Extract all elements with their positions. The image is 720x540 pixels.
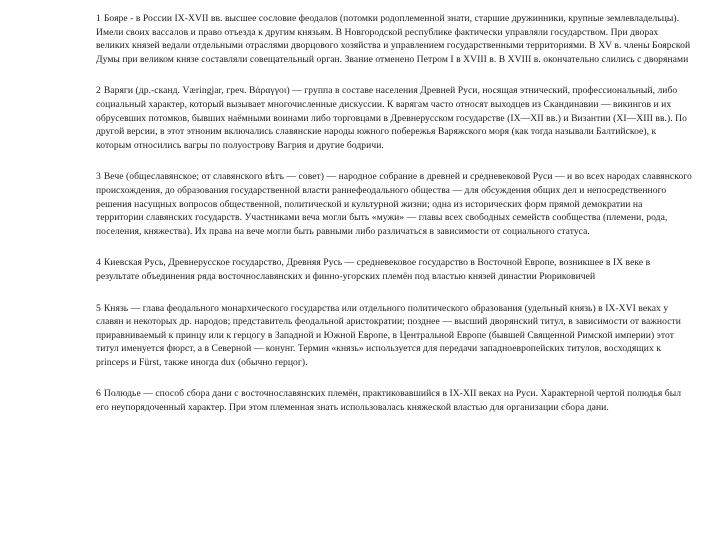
entry-1 (96, 12, 692, 66)
entry-text: Полюдье — способ сбора дани с восточнославянских племён, практиковавшийся в IX-XII веках на Руси. Характерной чертой полюдья был его неупорядоченный характер. При этом племенная знать использовалась княжеской властью для организации сбора дани. (96, 388, 682, 414)
entry-text: Варяги (др.-сканд. Væringjar, греч. Βάραγγοι) — группа в составе населения Древней Руси, носящая этнический, профессиональный, либо социальный характер, который вызывает многочисленные дискуссии. К варягам часто относят выходцев из Скандинавии — викингов и их обрусевших потомков, бывших наёмными воинами либо торговцами в Древнерусском государстве (IX—XII вв.) и Византии (XI—XIII вв.). По другой версии, в этот этноним включались славянские народы южного побережья Варяжского моря (как тогда называли Балтийское), к которым относились вагры по полуострову Вагрия и другие бодричи. (96, 85, 687, 151)
entry-number: 5 (96, 302, 101, 314)
entry-number: 6 (96, 388, 101, 400)
entry-text: Бояре - в России IX-XVII вв. высшее сословие феодалов (потомки родоплеменной знати, старшие дружинники, крупные землевладельцы). Имели своих вассалов и право отъезда к другим князьям. В Новгородской республике фактически управляли государством. При дворах великих князей ведали отдельными отраслями дворцового хозяйства и управлением государственными территориями. В XV в. члены Боярской Думы при великом князе составляли совещательный орган. Звание отменено Петром I в XVIII в. В XVIII в. окончательно слились с дворянами (96, 13, 691, 65)
entry-6 (96, 387, 692, 414)
entry-number: 3 (96, 171, 101, 183)
entry-number: 1 (96, 13, 101, 24)
entry-number: 2 (96, 85, 101, 97)
entry-number: 4 (96, 257, 101, 269)
entry-5 (96, 302, 692, 370)
document-page (96, 12, 692, 433)
entry-text: Киевская Русь, Древнерусское государство, Древняя Русь — средневековое государство в Восточной Европе, возникшее в IX веке в результате объединения ряда восточнославянских и финно-угорских племён под властью князей династии Рюриковичей (96, 257, 651, 282)
entry-text: Вече (общеславянское; от славянского вѣтъ — совет) — народное собрание в древней и средневековой Руси — и во всех народах славянского происхождения, до образования государственной власти раннефеодального общества — для обсуждения общих дел и непосредственного решения насущных вопросов общественной, политической и культурной жизни; одна из исторических форм прямой демократии на территории славянских государств. Участниками веча могли быть «мужи» — главы всех свободных семейств сообщества (племени, рода, поселения, княжества). Их права на вече могли быть равными либо различаться в зависимости от социального статуса. (96, 171, 692, 237)
entry-4 (96, 256, 692, 283)
entry-2 (96, 84, 692, 152)
entry-text: Князь — глава феодального монархического государства или отдельного политического образования (удельный князь) в IX-XVI веках у славян и некоторых др. народов; представитель феодальной аристократии; позднее — высший дворянский титул, в зависимости от важности приравниваемый к принцу или к герцогу в Западной и Южной Европе, в Центральной Европе (бывшей Священной Римской империи) этот титул именуется фюрст, а в Северной — конунг. Термин «князь» используется для передачи западноевропейских титулов, восходящих к princeps и Fürst, также иногда dux (обычно герцог). (96, 302, 681, 368)
entry-3 (96, 170, 692, 238)
